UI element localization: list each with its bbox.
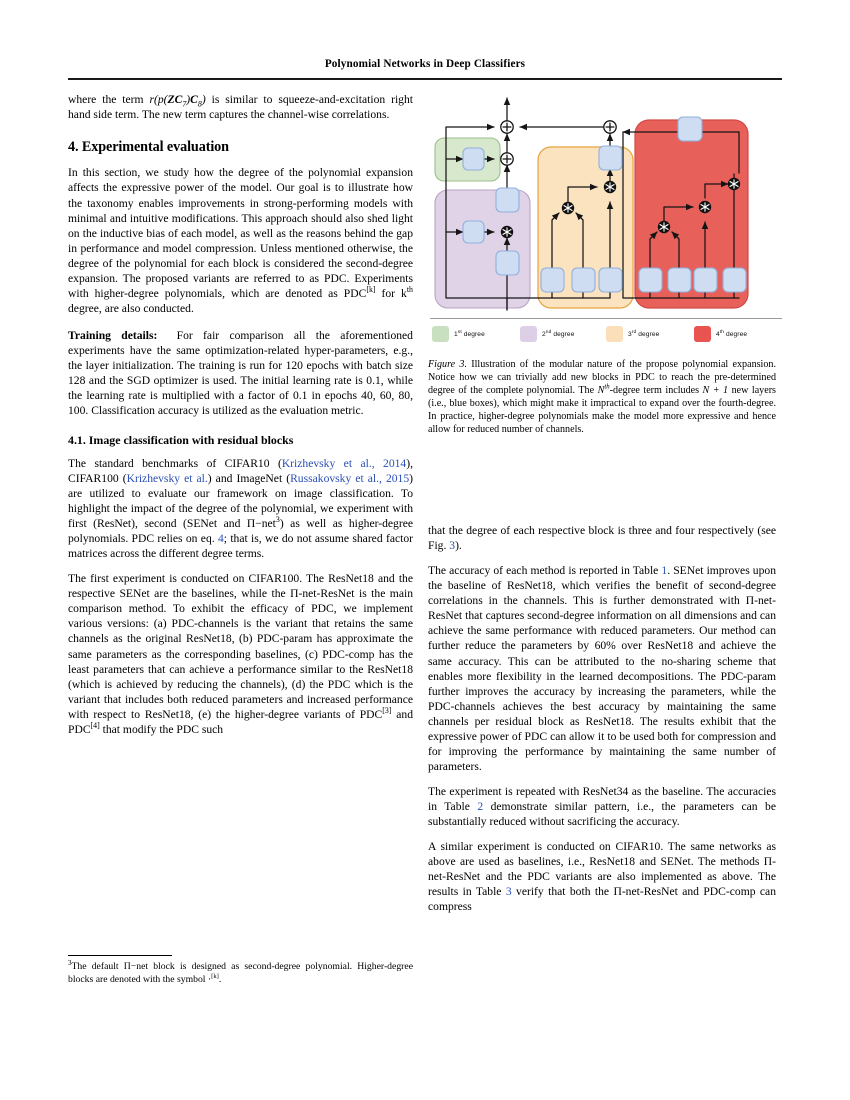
text-run: In this section, we study how the degree of the polynomial expansion affects the expressive power of the model. Our goal is to illustrate how the taxonomy enables improvements in strong-performing models with minimal and intuitive modifications. This approach should also shed light on the inductive bias of each model, as well as the reasons behind the gap in performance and model compression. Unless mentioned otherwise, the degree of the polynomial for each block is considered the second-degree expansion. The proposed variants are referred to as PDC. Experiments with higher-degree polynomials, which are denoted as PDC xyxy=(68,166,413,301)
add-node-top xyxy=(501,121,513,133)
layer-box-third-degree-a xyxy=(541,268,564,292)
layer-box-second-degree-b xyxy=(496,188,519,212)
legend-swatch-2nd-degree xyxy=(520,326,537,342)
layer-box-third-degree-top xyxy=(599,146,622,170)
mult-node-third-degree-2 xyxy=(604,181,616,193)
text-run: ) and ImageNet ( xyxy=(207,471,291,485)
layer-box-third-degree-b xyxy=(572,268,595,292)
layer-box-second-degree-a xyxy=(463,221,484,243)
citation-equation-4[interactable]: 4 xyxy=(217,532,224,546)
mult-node-second-degree xyxy=(501,226,513,238)
text-run: A similar experiment is conducted on CIFAR10. The same networks as above are used as baselines, i.e., ResNet18 and SENet. The methods Π-net-ResNet and the PDC variants are also implemented as above. The results in Table xyxy=(428,839,776,899)
header-rule xyxy=(68,78,782,80)
runin-heading-training-details: Training details: xyxy=(68,328,158,342)
polynomial-expansion-diagram xyxy=(428,92,784,314)
text-run: degree, are also conducted. xyxy=(68,302,194,316)
text-run: The accuracy of each method is reported in Table xyxy=(428,563,662,577)
footnote-area xyxy=(68,955,413,987)
text-run: ), CIFAR100 ( xyxy=(68,456,413,485)
text-run: new layers (i.e., blue boxes), which might make it impractical to expand over the fourth-degree. In practice, higher-degree polynomials make the model more expressive and hence allow for reduced number of channels. xyxy=(428,385,776,436)
legend-label-3rd-degree: 3rd degree xyxy=(628,329,660,338)
citation-russakovsky-2015[interactable]: Russakovsky et al., 2015 xyxy=(290,471,410,485)
left-column xyxy=(68,92,413,737)
legend-label-4th-degree: 4th degree xyxy=(716,329,748,338)
add-node-third-degree xyxy=(604,121,616,133)
figure-caption-label: Figure 3. xyxy=(428,359,467,370)
paragraph-first-experiment xyxy=(68,571,413,737)
footnote-rule xyxy=(68,955,172,956)
text-run: . xyxy=(218,973,222,985)
text-run: The first experiment is conducted on CIFAR100. The ResNet18 and the respective SENet are the baselines, while the Π-net-ResNet is the main comparison method. To exhibit the efficacy of PDC, we implement various versions: (a) PDC-channels is the variant that retains the same channels as the original ResNet18, (b) PDC-param has approximate the same parameters as the corresponding baselines, (c) PDC-comp has the least parameters that can achieve a performance similar to the ResNet18 (which is achieved by reducing the channels), (d) the PDC which is the variant that includes both reduced parameters and increased performance with respect to ResNet18, (e) the higher-degree variants of PDC xyxy=(68,571,413,722)
superscript-th: th xyxy=(406,285,413,295)
superscript-4: [4] xyxy=(90,721,100,731)
layer-box-fourth-degree-top xyxy=(678,117,702,141)
layer-box-fourth-degree-a xyxy=(639,268,662,292)
text-run: ) are utilized to evaluate our framework on image classification. To highlight the impact of the degree of the polynomial, we experiment with first (ResNet), second (SENet and Π−net xyxy=(68,471,414,531)
text-run: The standard benchmarks of CIFAR10 ( xyxy=(68,456,282,470)
footnote-3 xyxy=(68,958,413,987)
citation-table-3[interactable]: 3 xyxy=(505,885,512,899)
citation-krizhevsky[interactable]: Krizhevsky et al. xyxy=(126,471,208,485)
text-run: demonstrate similar pattern, i.e., the parameters can be substantially reduced without sacrificing the accuracy. xyxy=(428,800,776,829)
legend-item-4th-degree xyxy=(694,326,747,342)
figure-3-diagram xyxy=(428,92,784,314)
paragraph-cifar10 xyxy=(428,839,776,915)
add-node-first-degree xyxy=(501,153,513,165)
text-run: Illustration of the modular nature of the propose polynomial expansion. Notice how we can trivially add new blocks in PDC to reach the pre-determined degree of the complete polynomial. The xyxy=(428,359,776,397)
legend-rule xyxy=(430,318,782,319)
layer-box-first-degree xyxy=(463,148,484,170)
text-run: The default Π−net block is designed as second-degree polynomial. Higher-degree blocks are denoted with the symbol · xyxy=(68,961,413,985)
mult-node-fourth-degree-3 xyxy=(728,178,740,190)
legend-label-1st-degree: 1st degree xyxy=(454,329,485,338)
figure-3-caption xyxy=(428,358,776,436)
legend-label-2nd-degree: 2nd degree xyxy=(542,329,575,338)
text-run: -degree term includes xyxy=(609,385,703,397)
footnote-marker: 3 xyxy=(68,958,72,967)
text-run: for k xyxy=(375,287,407,301)
legend-swatch-4th-degree xyxy=(694,326,711,342)
running-header: Polynomial Networks in Deep Classifiers xyxy=(324,58,526,70)
text-run: ). xyxy=(455,539,462,553)
text-run: that the degree of each respective block is three and four respectively (see Fig. xyxy=(428,524,776,553)
paragraph-resnet34 xyxy=(428,784,776,829)
text-run: For fair comparison all the aforementioned experiments have the same optimization-related hyper-parameters, e.g., the layer initialization. The training is run for 120 epochs with batch size 128 and the SGD optimizer is used. The initial learning rate is 0.1, while the learning rate is multiplied with a factor of 0.1 in epochs 40, 60, 80, 100. Classification accuracy is utilized as the evaluation metric. xyxy=(68,328,413,418)
mult-node-fourth-degree-1 xyxy=(658,221,670,233)
superscript-3: [3] xyxy=(382,706,392,716)
legend-item-2nd-degree xyxy=(520,326,574,342)
paragraph-section4-intro xyxy=(68,165,413,316)
figure-legend xyxy=(428,326,784,346)
legend-item-3rd-degree xyxy=(606,326,659,342)
right-column xyxy=(428,523,776,915)
text-run: is similar to squeeze-and-excitation right hand side term. The new term captures the channel-wise correlations. xyxy=(68,93,413,122)
text-run: The experiment is repeated with ResNet34 as the baseline. The accuracies in Table xyxy=(428,785,776,814)
mult-node-third-degree-1 xyxy=(562,202,574,214)
layer-box-fourth-degree-d xyxy=(723,268,746,292)
text-run: . SENet improves upon the baseline of ResNet18, which verifies the benefit of second-degree correlations in the channels. This is further demonstrated with Π-net-ResNet that captures second-degree information on all dimensions and can achieve the same performance with reduced parameters. Our method can further reduce the parameters by 60% over ResNet18 and achieve the same accuracy. This can be attributed to the no-sharing scheme that enables more flexibility in the learned decompositions. The PDC-param further improves the accuracy by increasing the parameters, while the PDC-channels achieves the best accuracy by maintaining the same channels per residual block as ResNet18. The results exhibit that the expressive power of PDC can allow it to be used both for compression and for improving the performance by maintaining the same number of parameters. xyxy=(428,563,776,774)
paragraph-where-term xyxy=(68,92,413,122)
layer-box-third-degree-c xyxy=(599,268,622,292)
text-run: and PDC xyxy=(68,708,413,737)
citation-figure-3[interactable]: 3 xyxy=(449,539,456,553)
paragraph-benchmarks xyxy=(68,456,413,562)
legend-swatch-1st-degree xyxy=(432,326,449,342)
text-run: ; that is, we do not assume shared factor matrices across the different degree terms. xyxy=(68,532,413,561)
citation-table-2[interactable]: 2 xyxy=(477,800,484,814)
inline-math-N-th: $N^{th}$ xyxy=(597,383,610,397)
superscript-k: [k] xyxy=(366,285,376,295)
text-run: where the term xyxy=(68,93,150,106)
paragraph-accuracy-table1 xyxy=(428,563,776,775)
text-run: ) as well as higher-degree polynomials. PDC relies on eq. xyxy=(68,517,413,546)
text-run: that modify the PDC such xyxy=(99,723,224,737)
mult-node-fourth-degree-2 xyxy=(699,201,711,213)
superscript-k: [k] xyxy=(211,972,219,980)
inline-math-r-p-zc7-c8: $r(p(ZC_7)C_8)$ xyxy=(149,93,206,109)
layer-box-fourth-degree-c xyxy=(694,268,717,292)
citation-krizhevsky-2014[interactable]: Krizhevsky et al., 2014 xyxy=(281,456,407,470)
text-run: verify that both the Π-net-ResNet and PDC-comp can compress xyxy=(428,885,777,914)
subsection-heading-image-classification: 4.1. Image classification with residual blocks xyxy=(68,433,294,448)
legend-swatch-3rd-degree xyxy=(606,326,623,342)
section-heading-experimental-evaluation: 4. Experimental evaluation xyxy=(68,139,229,156)
layer-box-second-degree-c xyxy=(496,251,519,275)
inline-math-N-plus-1: N + 1 xyxy=(702,385,729,397)
legend-item-1st-degree xyxy=(432,326,485,342)
paragraph-training-details xyxy=(68,328,413,419)
layer-box-fourth-degree-b xyxy=(668,268,691,292)
paragraph-degree-three-four xyxy=(428,523,776,553)
citation-table-1[interactable]: 1 xyxy=(661,563,668,577)
figure-3 xyxy=(428,92,784,338)
footnote-ref-3[interactable]: 3 xyxy=(275,515,280,525)
